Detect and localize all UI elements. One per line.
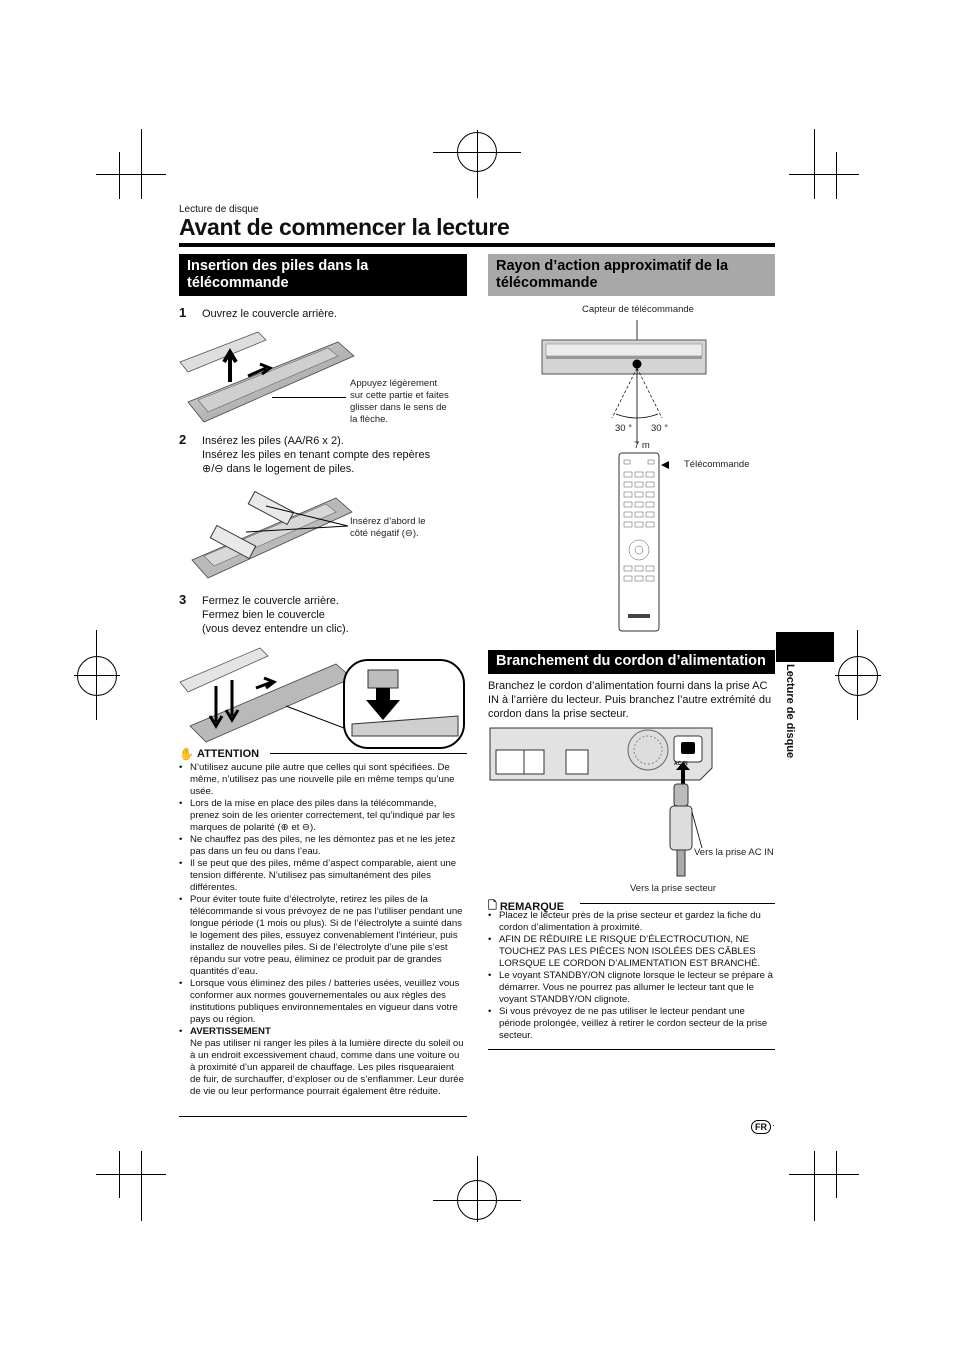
step-2-text: Insérez les piles (AA/R6 x 2). Insérez les piles en tenant compte des repères ⊕/⊖ dans le logement de piles. <box>202 435 431 475</box>
step-3-number: 3 <box>179 592 187 607</box>
page-title: Avant de commencer la lecture <box>179 214 510 240</box>
remote-label: Télécommande <box>684 459 750 470</box>
remarque-heading: 🗋 REMARQUE <box>488 897 564 916</box>
attention-warning: • AVERTISSEMENT Ne pas utiliser ni ranger les piles à la lumière directe du soleil ou à un endroit excessivement chaud, comme dans une voiture ou à proximité d’un appareil de chauffage. Les piles risquearaient de fuir, de surchauffer, d’exploser ou de s’enflammer. Leur durée de vie ou leur performance pourrait également être réduite. <box>179 1026 467 1098</box>
language-badge: FR <box>751 1120 771 1134</box>
page-number-dot: · <box>772 1120 775 1130</box>
remarque-item: • AFIN DE RÉDUIRE LE RISQUE D’ÉLECTROCUTION, NE TOUCHEZ PAS LES PIÈCES NON ISOLÉES DES CÂBLES LORSQUE LE CORDON D’ALIMENTATION EST BRANCHÉ. <box>488 934 775 970</box>
angle-left-label: 30 ° <box>615 423 633 434</box>
attention-item: • Lorsque vous éliminez des piles / batteries usées, veuillez vous conformer aux normes gouvernementales ou aux règles des institutions publiques environnementales en vigueur dans votre pays ou région. <box>179 978 467 1026</box>
section-heading-range: Rayon d’action approximatif de la télécommande <box>488 254 775 296</box>
step-2-caption: Insérez d’abord le côté négatif (⊖). <box>350 516 426 539</box>
attention-item: • N’utilisez aucune pile autre que celles qui sont spécifiées. De même, n’utilisez pas une nouvelle pile en même temps qu’une usée. <box>179 762 467 798</box>
step-1-caption: Appuyez légèrement sur cette partie et faites glisser dans le sens de la flèche. <box>350 378 449 425</box>
remote-insert-batteries-illustration <box>186 476 356 584</box>
attention-item: • Pour éviter toute fuite d’électrolyte, retirez les piles de la télécommande si vous prévoyez de ne pas l’utiliser pendant une longue période (1 mois ou plus). Si de l’électrolyte a suinté dans le logement des piles, essuyez convenablement l’intérieur, puis installez de nouvelles piles. Si de l’électrolyte d’une pile s’est répandu sur votre peau, éliminez ce produit par de grandes quantités d’eau. <box>179 894 467 978</box>
panel-ac-in-text: AC IN <box>674 761 688 767</box>
outlet-label: Vers la prise secteur <box>630 883 717 894</box>
distance-label: 7 m <box>634 440 650 451</box>
power-body: Branchez le cordon d’alimentation fourni dans la prise AC IN à l’arrière du lecteur. Puis branchez l’autre extrémité du cordon dans la prise secteur. <box>488 680 772 720</box>
attention-item: • Ne chauffez pas des piles, ne les démontez pas et ne les jetez pas dans un feu ou dans l’eau. <box>179 834 467 858</box>
sensor-label: Capteur de télécommande <box>582 304 694 315</box>
remarque-rule <box>580 903 775 904</box>
remarque-bottom-rule <box>488 1049 775 1050</box>
remarque-item: • Le voyant STANDBY/ON clignote lorsque le lecteur se prépare à démarrer. Vous ne pourrez pas allumer le lecteur tant que le voyant STANDBY/ON clignote. <box>488 970 775 1006</box>
attention-list <box>179 762 467 1098</box>
remote-control-image <box>618 452 660 632</box>
side-tab <box>776 632 834 662</box>
note-page-icon: 🗋 <box>488 900 497 912</box>
remote-close-cover-illustration <box>176 636 466 750</box>
pointer-arrow-icon <box>660 460 670 470</box>
attention-heading: ✋ ATTENTION <box>179 747 260 761</box>
callout-line-1 <box>272 397 346 398</box>
angle-right-label: 30 ° <box>651 423 669 434</box>
step-1-text: Ouvrez le couvercle arrière. <box>202 308 338 320</box>
attention-bottom-rule <box>179 1116 467 1117</box>
section-heading-power: Branchement du cordon d’alimentation <box>488 650 775 674</box>
remarque-list <box>488 910 775 1042</box>
attention-item: • Il se peut que des piles, même d’aspect comparable, aient une tension différente. N’utilisez pas simultanément des piles différentes. <box>179 858 467 894</box>
step-2-number: 2 <box>179 432 187 447</box>
hand-warning-icon: ✋ <box>179 747 194 761</box>
remote-open-cover-illustration <box>178 322 358 434</box>
remarque-item: • Placez le lecteur près de la prise secteur et gardez la fiche du cordon d’alimentation à proximité. <box>488 910 775 934</box>
attention-rule <box>270 753 467 754</box>
breadcrumb: Lecture de disque <box>179 204 259 215</box>
side-tab-label: Lecture de disque <box>784 664 796 759</box>
section-heading-batteries: Insertion des piles dans la télécommande <box>179 254 467 296</box>
rear-panel-illustration <box>488 724 714 884</box>
step-1-number: 1 <box>179 305 187 320</box>
step-3-text: Fermez le couvercle arrière. Fermez bien le couvercle (vous devez entendre un clic). <box>202 595 349 635</box>
remarque-item: • Si vous prévoyez de ne pas utiliser le lecteur pendant une période prolongée, veillez à retirer le cordon secteur de la prise secteur. <box>488 1006 775 1042</box>
ac-in-label: Vers la prise AC IN <box>694 847 774 858</box>
attention-item: • Lors de la mise en place des piles dans la télécommande, prenez soin de les orienter correctement, tel qu’indiqué par les marques de polarité (⊕ et ⊖). <box>179 798 467 834</box>
title-rule <box>179 243 775 247</box>
